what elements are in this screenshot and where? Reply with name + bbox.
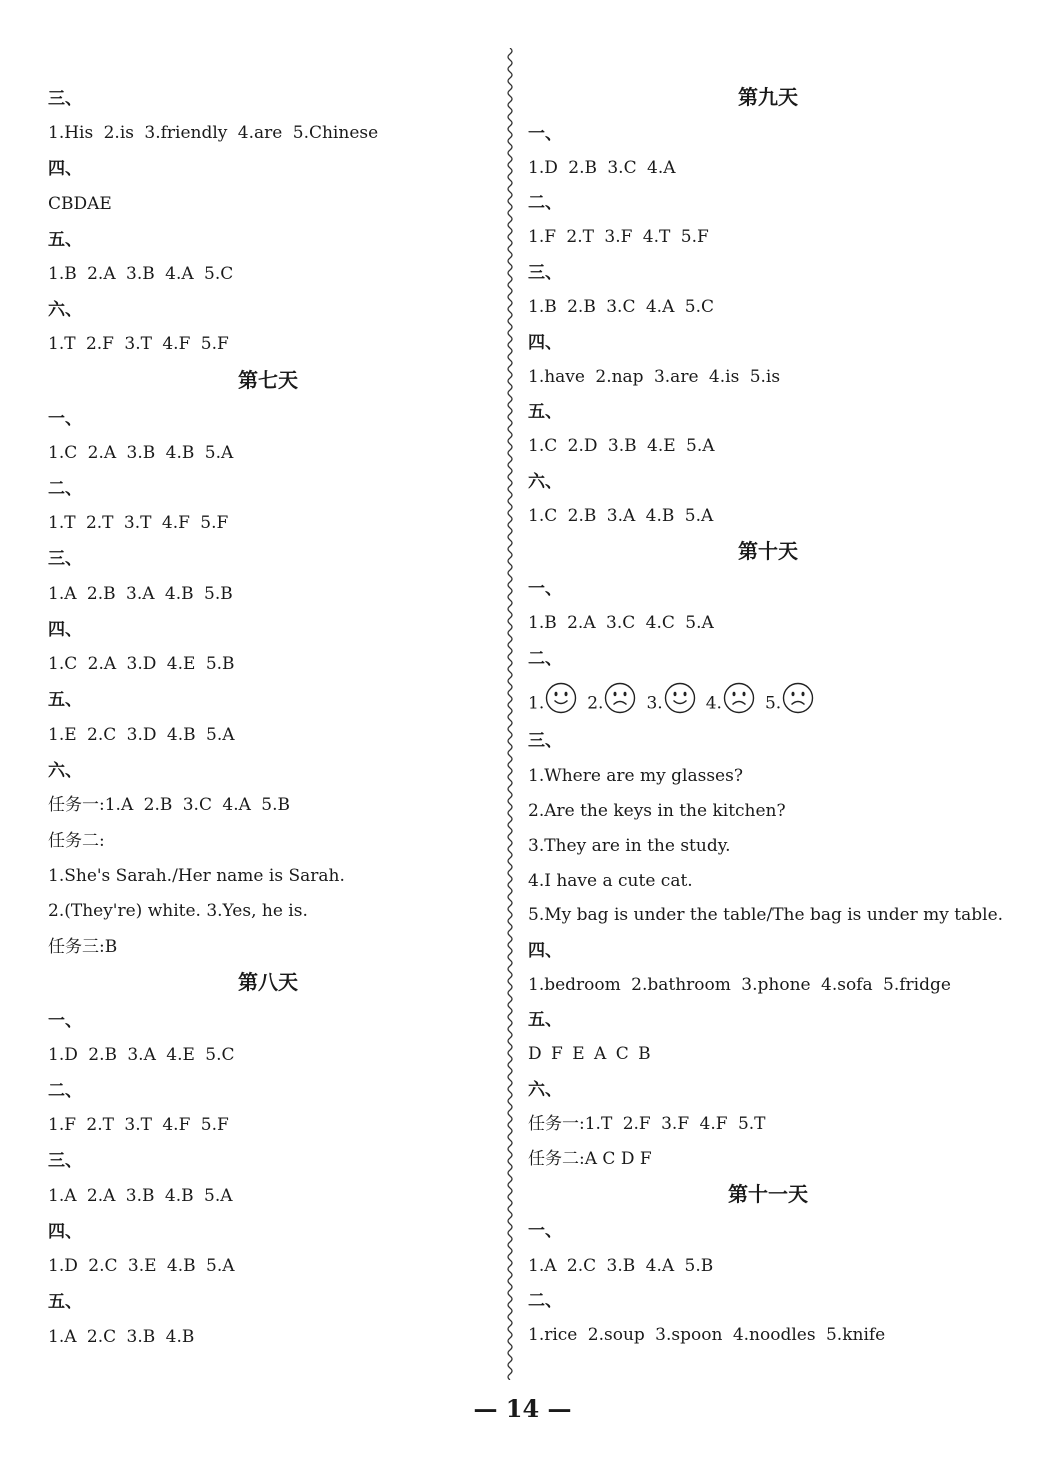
answer-line: 1.A 2.A 3.B 4.B 5.A [48, 1186, 233, 1206]
section-label: 四、 [48, 1222, 82, 1242]
answer-line: 3.They are in the study. [528, 836, 731, 856]
answer-line: 1.C 2.B 3.A 4.B 5.A [528, 506, 714, 526]
face-answer-number: 5. [764, 693, 782, 714]
section-label: 六、 [528, 472, 562, 492]
answer-line: 1.C 2.D 3.B 4.E 5.A [528, 436, 715, 456]
frown-face-icon [604, 682, 636, 726]
answer-line: 任务二: [48, 831, 105, 851]
answer-line: 任务二:A C D F [528, 1149, 652, 1169]
smile-face-icon [664, 682, 696, 726]
section-label: 三、 [48, 549, 82, 569]
answer-line: 1.D 2.C 3.E 4.B 5.A [48, 1256, 235, 1276]
answer-line: 1.E 2.C 3.D 4.B 5.A [48, 725, 235, 745]
section-label: 六、 [528, 1080, 562, 1100]
answer-line: 1.A 2.C 3.B 4.B [48, 1327, 195, 1347]
answer-line: 任务一:1.A 2.B 3.C 4.A 5.B [48, 795, 290, 815]
section-label: 五、 [48, 1292, 82, 1312]
answer-line: 2.Are the keys in the kitchen? [528, 801, 786, 821]
section-label: 一、 [48, 409, 82, 429]
section-label: 二、 [48, 1081, 82, 1101]
face-answer-number: 3. [646, 693, 663, 714]
section-label: 一、 [48, 1011, 82, 1031]
section-label: 三、 [528, 263, 562, 283]
answer-line: 1.B 2.A 3.C 4.C 5.A [528, 613, 714, 633]
answer-line: 1.T 2.F 3.T 4.F 5.F [48, 334, 229, 354]
answer-line: 任务一:1.T 2.F 3.F 4.F 5.T [528, 1114, 766, 1134]
section-label: 五、 [48, 230, 82, 250]
section-label: 一、 [528, 1221, 562, 1241]
answer-line: 1.C 2.A 3.B 4.B 5.A [48, 443, 234, 463]
section-label: 一、 [528, 579, 562, 599]
section-label: 二、 [528, 193, 562, 213]
answer-line: 1.His 2.is 3.friendly 4.are 5.Chinese [48, 123, 379, 143]
smile-face-icon [545, 682, 577, 726]
day-heading: 第七天 [238, 368, 298, 392]
section-label: 二、 [528, 649, 562, 669]
section-label: 六、 [48, 300, 82, 320]
answer-line: 1.F 2.T 3.F 4.T 5.F [528, 227, 709, 247]
frown-face-icon [782, 682, 814, 726]
section-label: 二、 [528, 1291, 562, 1311]
section-label: 四、 [48, 620, 82, 640]
answer-line: 1.D 2.B 3.A 4.E 5.C [48, 1045, 235, 1065]
section-label: 四、 [48, 159, 82, 179]
section-label: 三、 [48, 89, 82, 109]
answer-line: 5.My bag is under the table/The bag is under my table. [528, 905, 1004, 925]
day-heading: 第十天 [738, 539, 798, 563]
section-label: 四、 [528, 333, 562, 353]
answer-line: 1.D 2.B 3.C 4.A [528, 158, 676, 178]
section-label: 五、 [528, 402, 562, 422]
answer-line: 1.B 2.A 3.B 4.A 5.C [48, 264, 234, 284]
face-answer-number: 2. [587, 693, 604, 714]
answer-line: CBDAE [48, 194, 112, 214]
section-label: 六、 [48, 761, 82, 781]
answer-line: 1.F 2.T 3.T 4.F 5.F [48, 1115, 229, 1135]
answer-line: 1.B 2.B 3.C 4.A 5.C [528, 297, 714, 317]
answer-line: 1.A 2.B 3.A 4.B 5.B [48, 584, 233, 604]
answer-line: 4.I have a cute cat. [528, 871, 693, 891]
frown-face-icon [723, 682, 755, 726]
answer-line: 1.have 2.nap 3.are 4.is 5.is [528, 367, 781, 387]
answer-line: D F E A C B [528, 1044, 653, 1064]
answer-line: 2.(They're) white. 3.Yes, he is. [48, 901, 308, 921]
answer-line: 1.A 2.C 3.B 4.A 5.B [528, 1256, 714, 1276]
section-label: 五、 [48, 690, 82, 710]
section-label: 五、 [528, 1010, 562, 1030]
section-label: 二、 [48, 479, 82, 499]
face-answer-number: 1. [528, 693, 545, 714]
answer-line: 1.T 2.T 3.T 4.F 5.F [48, 513, 229, 533]
answer-line: 1.bedroom 2.bathroom 3.phone 4.sofa 5.fridge [528, 975, 951, 995]
section-label: 三、 [528, 731, 562, 751]
section-label: 一、 [528, 124, 562, 144]
answer-line: 1.C 2.A 3.D 4.E 5.B [48, 654, 235, 674]
section-label: 三、 [48, 1151, 82, 1171]
answer-line: 1.She's Sarah./Her name is Sarah. [48, 866, 345, 886]
day-heading: 第九天 [738, 85, 798, 109]
day-heading: 第十一天 [728, 1182, 808, 1206]
day-heading: 第八天 [238, 970, 298, 994]
column-divider [502, 48, 518, 1380]
face-answer-number: 4. [705, 693, 722, 714]
page-number: — 14 — [473, 1394, 572, 1423]
answer-line: 1.Where are my glasses? [528, 766, 743, 786]
answer-line: 1.rice 2.soup 3.spoon 4.noodles 5.knife [528, 1325, 886, 1345]
face-answers-row [528, 682, 824, 726]
section-label: 四、 [528, 941, 562, 961]
answer-line: 任务三:B [48, 937, 118, 957]
